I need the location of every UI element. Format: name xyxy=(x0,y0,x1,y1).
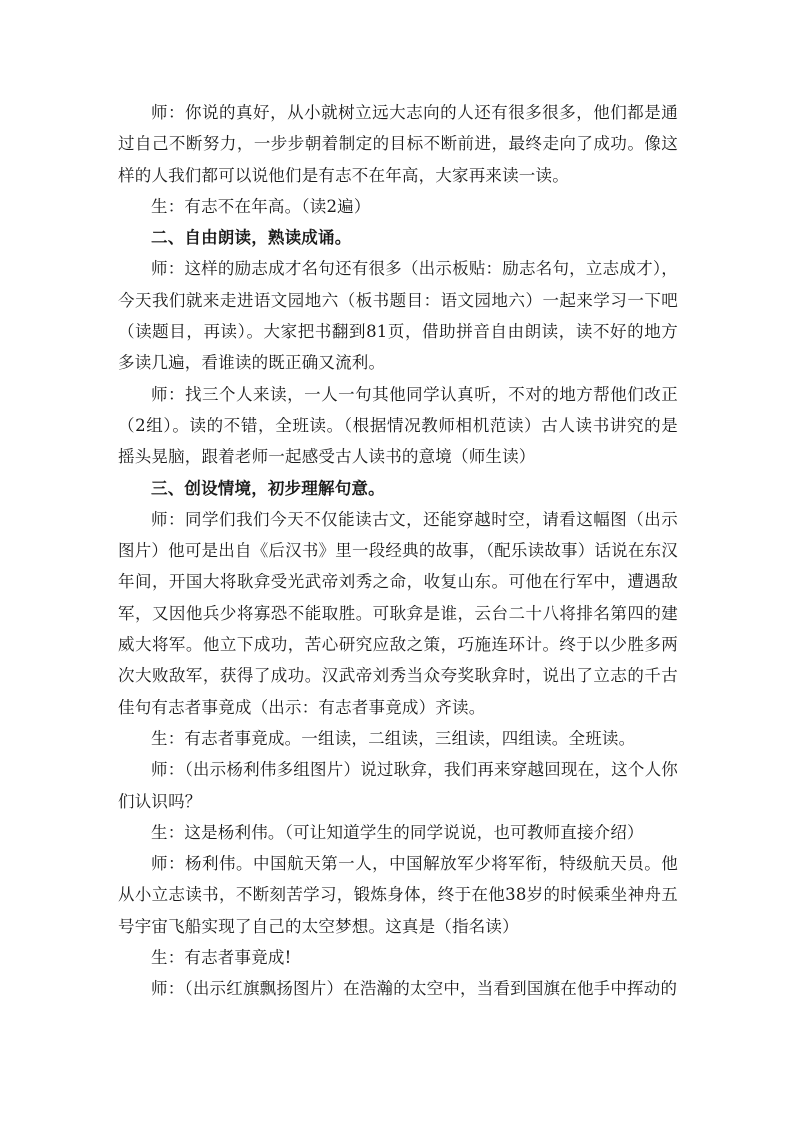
section-heading-context: 三、创设情境，初步理解句意。 xyxy=(151,478,385,498)
paragraph-student-yang-liwei: 生：这是杨利伟。（可让知道学生的同学说说，也可教师直接介绍） xyxy=(151,822,644,842)
paragraph-teacher-story: 师：同学们我们今天不仅能读古文，还能穿越时空，请看这幅图（出示图片）他可是出自《后汉书》里一段经典的故事，（配乐读故事）话说在东汉年间，开国大将耿弇受光武帝刘秀之命，收复山东。可他在行军中，遭遇敌军，又因他兵少将寡恐不能取胜。可耿弇是谁，云台二十八将排名第四的建威大将军。他立下成功，苦心研究应敌之策，巧施连环计。终于以少胜多两次大败敌军，获得了成功。汉武帝刘秀当众夸奖耿弇时，说出了立志的千古佳句有志者事竟成（出示：有志者事竟成）齐读。 xyxy=(118,509,678,717)
paragraph-teacher-praise: 师：你说的真好，从小就树立远大志向的人还有很多很多，他们都是通过自己不断努力，一步步朝着制定的目标不断前进，最终走向了成功。像这样的人我们都可以说他们是有志不在年高，大家再来读一读。 xyxy=(118,103,678,185)
document-page xyxy=(118,97,678,1005)
paragraph-student-group-reading: 生：有志者事竟成。一组读，二组读，三组读，四组读。全班读。 xyxy=(151,728,636,748)
paragraph-student-proverb: 生：有志者事竟成! xyxy=(151,948,292,968)
paragraph-teacher-astronaut: 师：杨利伟。中国航天第一人，中国解放军少将军衔，特级航天员。他从小立志读书，不断刻苦学习，锻炼身体，终于在他38岁的时候乘坐神舟五号宇宙飞船实现了自己的太空梦想。这真是（指名读） xyxy=(118,854,678,936)
paragraph-teacher-intro: 师：这样的励志成才名句还有很多（出示板贴：励志名句，立志成才），今天我们就来走进语文园地六（板书题目：语文园地六）一起来学习一下吧（读题目，再读）。大家把书翻到81页，借助拼音自由朗读，读不好的地方多读几遍，看谁读的既正确又流利。 xyxy=(118,259,678,373)
paragraph-student-reading: 生：有志不在年高。（读2遍） xyxy=(151,196,371,216)
section-heading-free-reading: 二、自由朗读，熟读成诵。 xyxy=(151,228,352,248)
paragraph-teacher-flag: 师：（出示红旗飘扬图片）在浩瀚的太空中，当看到国旗在他手中挥动的 xyxy=(151,979,678,999)
paragraph-teacher-yang-liwei: 师：（出示杨利伟多组图片）说过耿弇，我们再来穿越回现在，这个人你们认识吗？ xyxy=(118,760,678,811)
paragraph-teacher-group-reading: 师：找三个人来读，一人一句其他同学认真听，不对的地方帮他们改正（2组）。读的不错，全班读。（根据情况教师相机范读）古人读书讲究的是摇头晃脑，跟着老师一起感受古人读书的意境（师生读） xyxy=(118,384,678,467)
